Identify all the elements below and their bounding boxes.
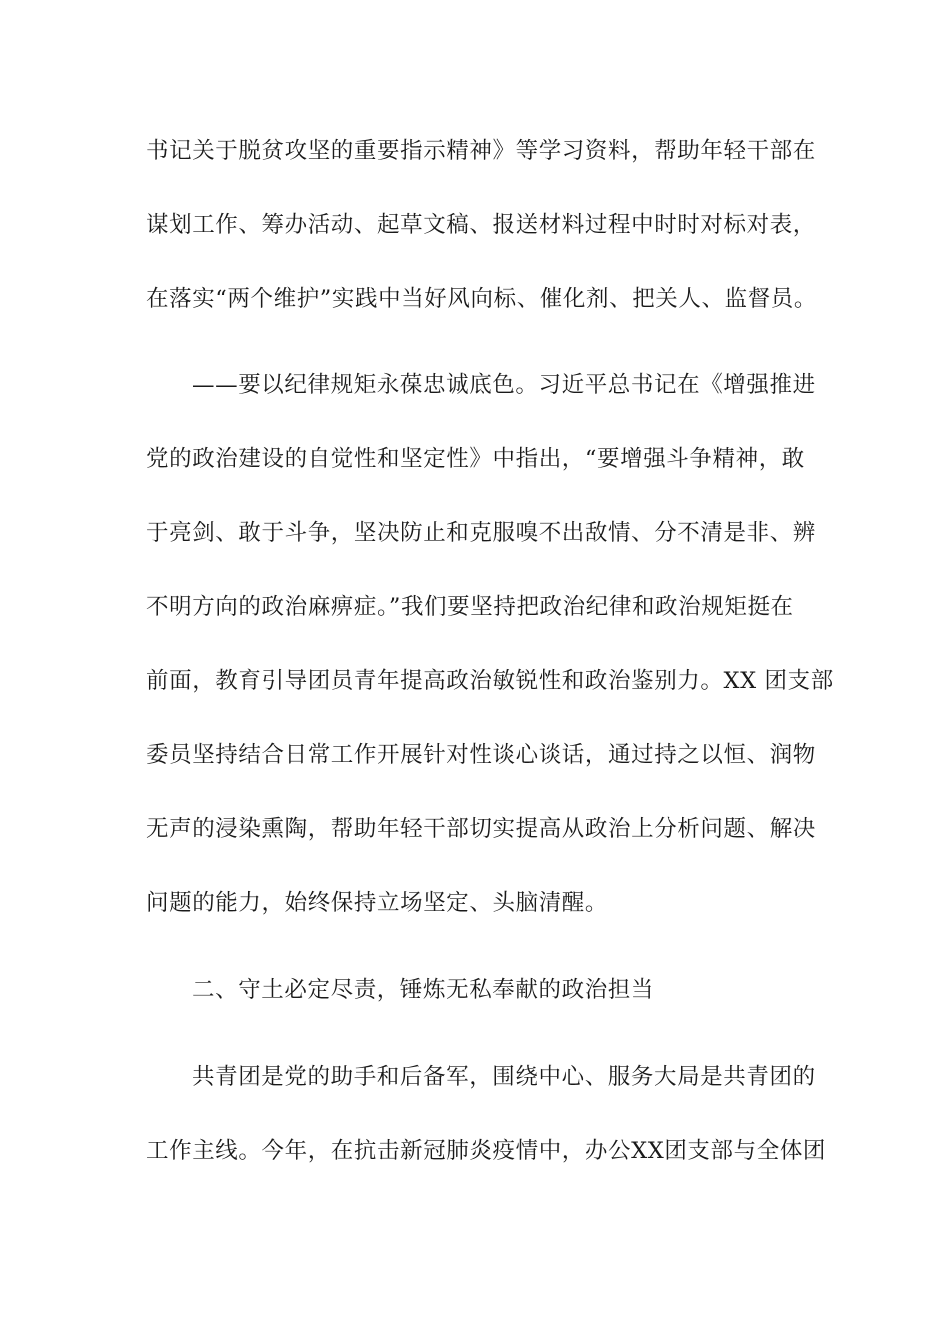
paragraph-2-line-4: 不明方向的政治麻痹症。”我们要坚持把政治纪律和政治规矩挺在 (146, 594, 794, 620)
section-heading: 二、守土必定尽责，锤炼无私奉献的政治担当 (192, 977, 655, 1003)
paragraph-2-line-6: 委员坚持结合日常工作开展针对性谈心谈话，通过持之以恒、润物 (146, 742, 816, 768)
paragraph-2-line-1: ——要以纪律规矩永葆忠诚底色。习近平总书记在《增强推进 (192, 372, 816, 398)
paragraph-3-line-1: 共青团是党的助手和后备军，围绕中心、服务大局是共青团的 (192, 1064, 816, 1090)
paragraph-3-line-2: 工作主线。今年，在抗击新冠肺炎疫情中，办公XX团支部与全体团 (146, 1138, 827, 1164)
paragraph-2-line-5: 前面，教育引导团员青年提高政治敏锐性和政治鉴别力。XX 团支部 (146, 668, 834, 694)
paragraph-2-line-2: 党的政治建设的自觉性和坚定性》中指出，“要增强斗争精神，敢 (146, 446, 805, 472)
paragraph-1-line-2: 谋划工作、筹办活动、起草文稿、报送材料过程中时时对标对表， (146, 212, 816, 238)
paragraph-2-line-3: 于亮剑、敢于斗争，坚决防止和克服嗅不出敌情、分不清是非、辨 (146, 520, 816, 546)
paragraph-1-line-1: 书记关于脱贫攻坚的重要指示精神》等学习资料，帮助年轻干部在 (146, 138, 816, 164)
paragraph-1-line-3: 在落实“两个维护”实践中当好风向标、催化剂、把关人、监督员。 (146, 286, 818, 312)
paragraph-2-line-8: 问题的能力，始终保持立场坚定、头脑清醒。 (146, 890, 609, 916)
paragraph-2-line-7: 无声的浸染熏陶，帮助年轻干部切实提高从政治上分析问题、解决 (146, 816, 816, 842)
